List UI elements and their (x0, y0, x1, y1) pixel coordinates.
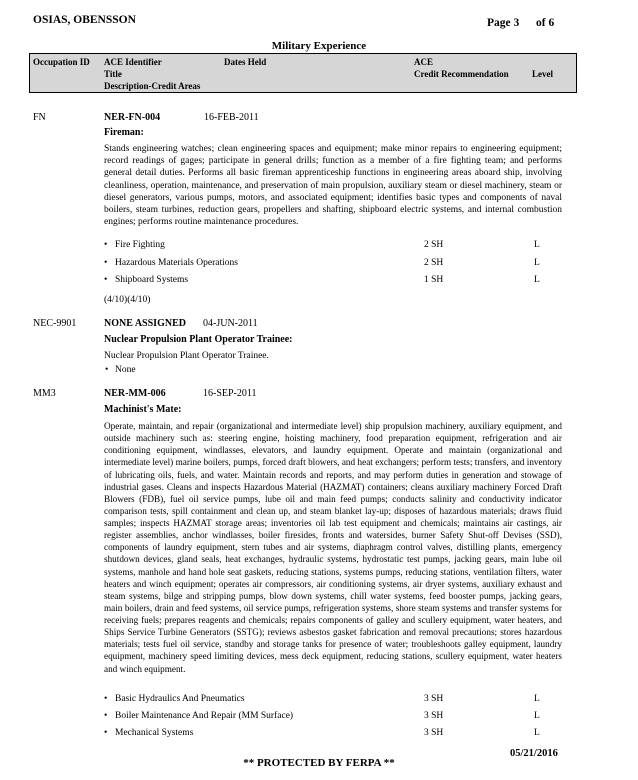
credit-level: L (534, 258, 540, 268)
occupation-title: Fireman: (104, 127, 144, 138)
bullet-icon: • (104, 711, 108, 721)
ace-identifier: NER-MM-006 (104, 388, 166, 399)
occupation-code: MM3 (33, 388, 56, 399)
credit-level: L (534, 711, 540, 721)
print-date: 05/21/2016 (510, 748, 558, 759)
credit-hours: 2 SH (424, 240, 444, 250)
bullet-icon: • (104, 275, 108, 285)
col-occupation-id: Occupation ID (33, 57, 90, 67)
occupation-description: Stands engineering watches; clean engineering spaces and equipment; make minor repairs to engineering equipment; record readings of gages; participate in general drills; function as a member of a fire fighting team; and performs general detail duties. Performs all basic fireman apprenticeship functions in engineering areas aboard ship, involving cleanliness, operation, maintenance, and preservation of main propulsion, auxiliary steam or diesel machinery, steam or diesel generators, various pumps, motors, and associated equipment; identifies basic types and components of naval boilers, steam turbines, reduction gears, propellers and shafting, shipboard electric systems, and internal combustion engines; performs routine maintenance procedures. (104, 144, 562, 228)
credit-area-row (104, 728, 574, 742)
page-number: Page 3 (487, 17, 520, 29)
credit-area-label: Boiler Maintenance And Repair (MM Surface) (115, 711, 294, 721)
credit-hours: 3 SH (424, 711, 444, 721)
bullet-icon: • (104, 258, 108, 268)
col-ace-identifier: ACE Identifier (104, 57, 162, 67)
section-title: Military Experience (271, 40, 367, 52)
date-held: 16-SEP-2011 (203, 388, 257, 399)
column-header-box (29, 53, 577, 93)
occupation-code: FN (33, 112, 46, 123)
bullet-icon: • (105, 365, 109, 375)
credit-area-row (104, 711, 574, 725)
col-ace: ACE (414, 57, 434, 67)
occupation-code: NEC-9901 (33, 318, 77, 329)
credit-area-row (104, 365, 574, 379)
ace-identifier: NER-FN-004 (104, 112, 161, 123)
credit-area-row (104, 275, 574, 289)
credit-area-label: None (115, 365, 136, 375)
credit-area-label: Shipboard Systems (115, 275, 189, 285)
credit-hours: 3 SH (424, 728, 444, 738)
credit-level: L (534, 275, 540, 285)
ace-identifier: NONE ASSIGNED (104, 318, 186, 329)
occupation-title: Nuclear Propulsion Plant Operator Trainee: (104, 334, 293, 345)
occupation-description: Operate, maintain, and repair (organizational and intermediate level) ship propulsion machinery, auxiliary equipment, and outside machinery such as: steering engine, hoisting machinery, food preparation equipment, refrigeration and air conditioning equipment, windlasses, elevators, and laundry equipment. Operate and maintain (organizational and intermediate level) marine boilers, pumps, forced draft blowers, and heat exchangers; perform tests; transfers, and inventory of lubricating oils, fuels, and water. Maintain records and reports, and may perform duties in generation and stowage of industrial gases. Cleans and inspects Hazardous Material (HAZMAT) containers; cleans auxiliary machinery Forced Draft Blowers (FDB), fuel oil service pumps, lube oil and main feed pumps; conducts salinity and conductivity indicator comparison tests, spill containment and clean up, and steam blanket lay-up; disposes of hazardous materials; draws fluid samples; inspects HAZMAT storage areas; inventories oil lab test equipment and chemicals; maintains air castings, air register assemblies, anchor windlasses, boiler firesides, fronts and watersides, burner Safety Shut-off Devises (SSD), components of laundry equipment, stern tubes and air systems, diaphragm control valves, distilling plants, emergency shutdown devices, gland seals, heat exchanges, hydraulic systems, hydrostatic test pumps, jacking gears, main lube oil systems, manhole and hand hole seat gaskets, reducing stations, systems pumps, reducing stations, ventilation filters, water heaters and winch equipment; operates air compressors, air conditioning systems, air dryer systems, auxiliary exhaust and steam systems, bilge and stripping pumps, blow down systems, chill water systems, feed booster pumps, jacking gears, main boilers, drain and feed systems, oil service pumps, refrigeration systems, shore steam systems and transfer systems for receiving fuels; prepares reagents and chemicals; repairs components of galley and scullery equipment, water heaters, and Ships Service Turbine Generators (SSTG); reviews asbestos gasket fabrication and removal precautions; stores hazardous materials; tests fuel oil service, standby and storage tanks for presence of water; troubleshoots galley equipment, laundry equipment, machinery speed limiting devices, mess deck equipment, reducing stations, scullery equipment, water heaters and winch equipment. (104, 421, 562, 674)
student-name: OSIAS, OBENSSON (33, 14, 136, 26)
ferpa-notice: ** PROTECTED BY FERPA ** (243, 757, 395, 769)
credit-area-row (104, 694, 574, 708)
credit-level: L (534, 694, 540, 704)
occupation-title: Machinist's Mate: (104, 404, 182, 415)
credit-area-label: Hazardous Materials Operations (115, 258, 238, 268)
col-credit-recommendation: Credit Recommendation (414, 69, 509, 79)
col-level: Level (532, 69, 553, 79)
bullet-icon: • (104, 240, 108, 250)
bullet-icon: • (104, 694, 108, 704)
date-held: 04-JUN-2011 (203, 318, 258, 329)
col-title: Title (104, 69, 122, 79)
credit-hours: 1 SH (424, 275, 444, 285)
credit-level: L (534, 728, 540, 738)
credit-area-row (104, 240, 574, 254)
credit-area-row (104, 258, 574, 272)
page-total: of 6 (536, 17, 555, 29)
revision-note: (4/10)(4/10) (104, 295, 151, 305)
credit-hours: 3 SH (424, 694, 444, 704)
credit-area-label: Basic Hydraulics And Pneumatics (115, 694, 245, 704)
credit-area-label: Fire Fighting (115, 240, 165, 250)
date-held: 16-FEB-2011 (204, 112, 259, 123)
credit-area-label: Mechanical Systems (115, 728, 194, 738)
credit-hours: 2 SH (424, 258, 444, 268)
bullet-icon: • (104, 728, 108, 738)
credit-level: L (534, 240, 540, 250)
col-dates-held: Dates Held (224, 57, 267, 67)
occupation-description: Nuclear Propulsion Plant Operator Trainee. (104, 351, 269, 361)
col-description-credit: Description-Credit Areas (104, 81, 201, 91)
